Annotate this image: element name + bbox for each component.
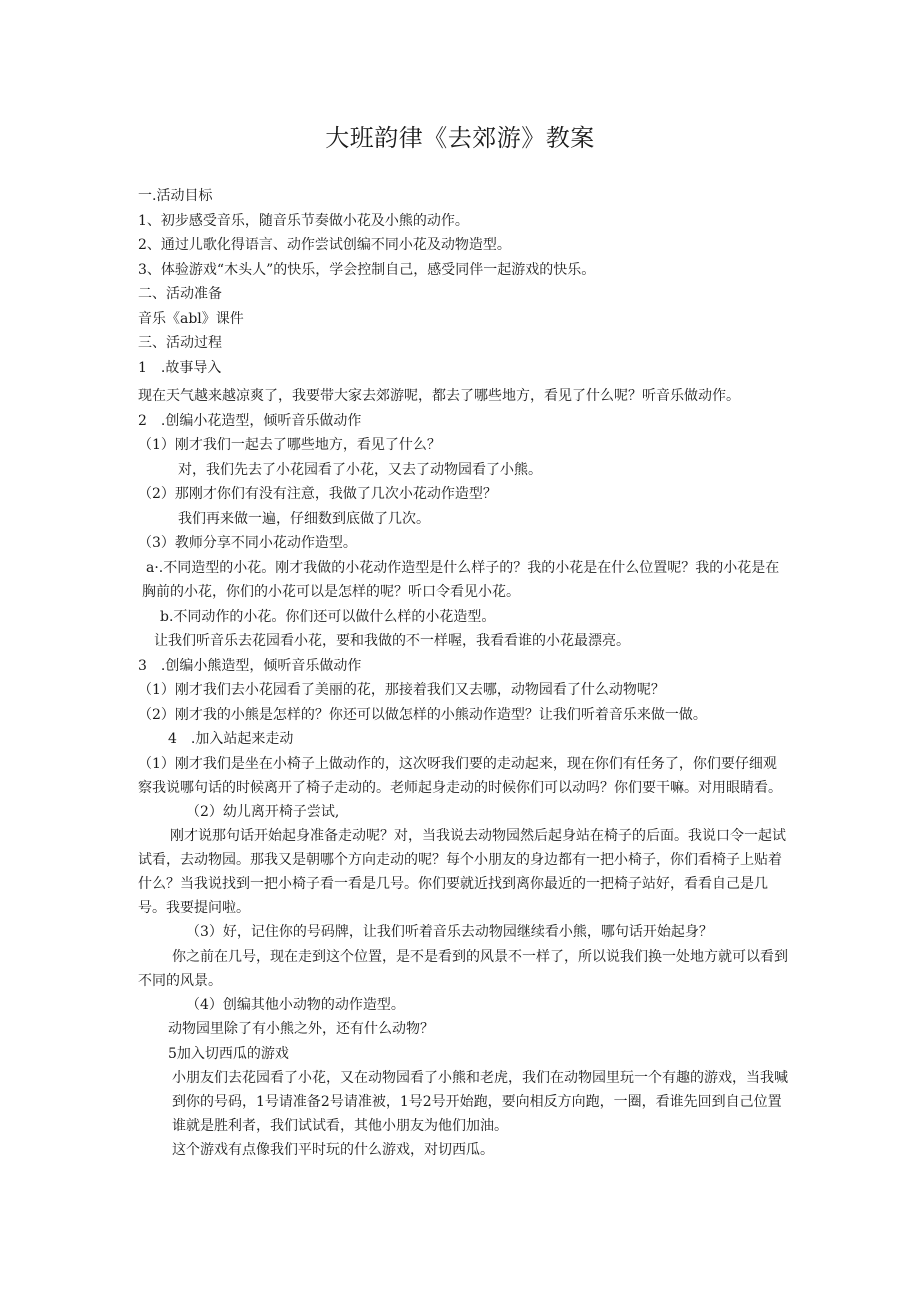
step-2-a1: 对，我们先去了小花园看了小花，又去了动物园看了小熊。 <box>178 461 542 478</box>
step-4-p2-heading: （2）幼儿离开椅子尝试, <box>186 803 340 820</box>
step-2-q3: （3）教师分享不同小花动作造型。 <box>138 535 357 551</box>
step-2-q1: （1）刚才我们一起去了哪些地方，看见了什么？ <box>138 437 441 453</box>
step-2-part-b: b.不同动作的小花。你们还可以做什么样的小花造型。 <box>160 608 496 625</box>
step-1-text: 现在天气越来越凉爽了，我要带大家去郊游呢，都去了哪些地方，看见了什么呢？听音乐做动作。 <box>138 388 740 404</box>
section-heading-process: 三、活动过程 <box>138 335 222 351</box>
step-4-p4-heading: （4）创编其他小动物的动作造型。 <box>186 996 405 1013</box>
step-4-p4-text: 动物园里除了有小熊之外，还有什么动物？ <box>168 1021 434 1037</box>
document-body <box>138 184 788 1163</box>
step-5-closing: 这个游戏有点像我们平时玩的什么游戏，对切西瓜。 <box>172 1142 494 1158</box>
step-2-a2: 我们再来做一遍，仔细数到底做了几次。 <box>178 510 430 527</box>
step-2-part-a: a·.不同造型的小花。刚才我做的小花动作造型是什么样子的？我的小花是在什么位置呢？我的小花是在胸前的小花，你们的小花可以是怎样的呢？听口令看见小花。 <box>142 559 780 600</box>
step-2-closing: 让我们听音乐去花园看小花，要和我做的不一样喔，我看看谁的小花最漂亮。 <box>154 633 630 649</box>
step-4-p2-text: 刚才说那句话开始起身准备走动呢？对，当我说去动物园然后起身站在椅子的后面。我说口令一起试试看，去动物园。那我又是朝哪个方向走动的呢？每个小朋友的身边都有一把小椅子，你们看椅子上贴着什么？当我说找到一把小椅子看一看是几号。你们要就近找到离你最近的一把椅子站好，看看自己是几号。我要提问啦。 <box>138 828 786 916</box>
goal-2: 2、通过儿歌化得语言、动作尝试创编不同小花及动物造型。 <box>138 237 511 253</box>
step-2-heading: 2 .创编小花造型，倾听音乐做动作 <box>138 412 362 429</box>
step-4-p1: （1）刚才我们是坐在小椅子上做动作的，这次呀我们要的走动起来，现在你们有任务了，你们要仔细观察我说哪句话的时候离开了椅子走动的。老师起身走动的时候你们可以动吗？你们要干嘛。对用眼睛看。 <box>138 755 782 796</box>
goal-3: 3、体验游戏“木头人”的快乐，学会控制自己，感受同伴一起游戏的快乐。 <box>138 261 596 278</box>
step-3-q2: （2）刚才我的小熊是怎样的？你还可以做怎样的小熊动作造型？让我们听着音乐来做一做。 <box>138 706 707 723</box>
goal-1: 1、初步感受音乐，随音乐节奏做小花及小熊的动作。 <box>138 212 469 229</box>
section-heading-preparation: 二、活动准备 <box>138 286 222 302</box>
step-5-heading: 5加入切西瓜的游戏 <box>168 1045 289 1062</box>
step-5-text: 小朋友们去花园看了小花，又在动物园看了小熊和老虎，我们在动物园里玩一个有趣的游戏，当我喊到你的号码，1号请准备2号请准被，1号2号开始跑，要向相反方向跑，一圈，看谁先回到自己位置谁就是胜利者，我们试试看，其他小朋友为他们加油。 <box>172 1070 788 1134</box>
step-4-p3-text: 你之前在几号，现在走到这个位置，是不是看到的风景不一样了，所以说我们换一处地方就可以看到不同的风景。 <box>138 948 788 989</box>
document-title: 大班韵律《去郊游》教案 <box>325 124 595 152</box>
preparation-item: 音乐《abl》课件 <box>138 310 244 327</box>
step-2-q2: （2）那刚才你们有没有注意，我做了几次小花动作造型？ <box>138 486 497 502</box>
step-3-q1: （1）刚才我们去小花园看了美丽的花，那接着我们又去哪，动物园看了什么动物呢？ <box>138 682 665 698</box>
step-3-heading: 3 .创编小熊造型，倾听音乐做动作 <box>138 657 362 674</box>
step-4-heading: 4 .加入站起来走动 <box>168 731 294 747</box>
section-heading-goals: 一.活动目标 <box>138 188 213 204</box>
step-1-heading: 1 .故事导入 <box>138 359 222 376</box>
step-4-p3-heading: （3）好，记住你的号码牌，让我们听着音乐去动物园继续看小熊，哪句话开始起身？ <box>186 924 713 940</box>
